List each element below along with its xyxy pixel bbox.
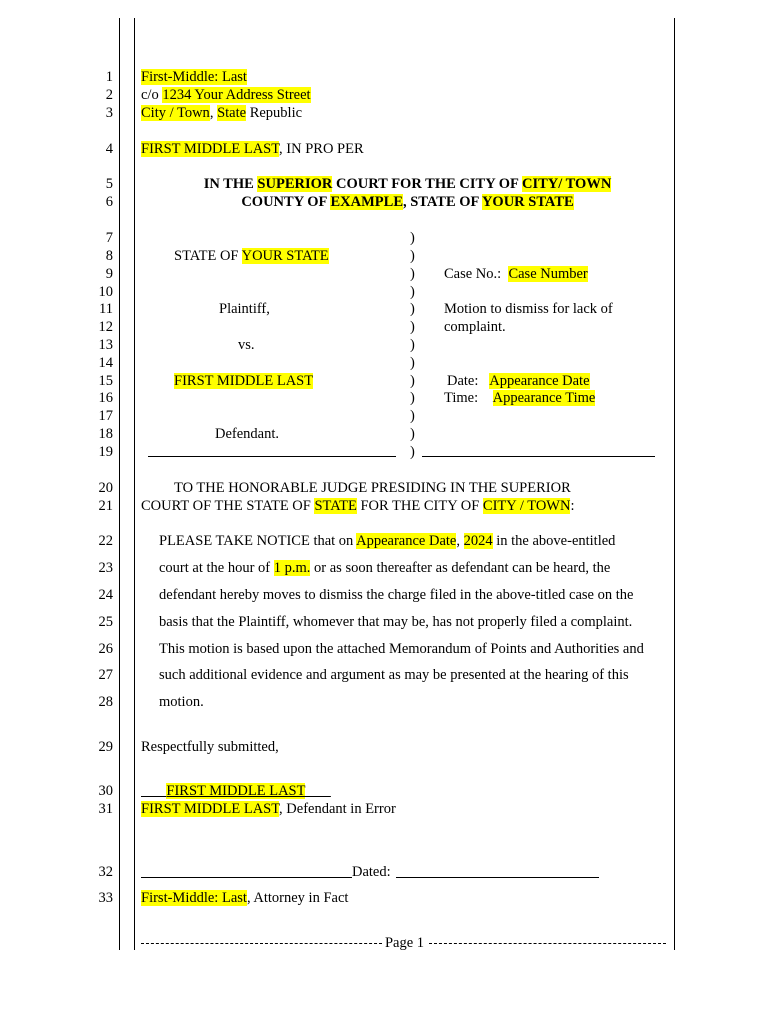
court-superior: SUPERIOR <box>257 176 333 192</box>
line-number: 21 <box>98 498 113 514</box>
body-line-25: basis that the Plaintiff, whomever that may be, has not properly filed a complaint. <box>159 614 633 630</box>
caption-plaintiff-label: Plaintiff, <box>219 301 270 317</box>
line-number: 3 <box>105 105 113 121</box>
footer-dash-left <box>141 943 382 944</box>
court-l1-b: COURT FOR THE CITY OF <box>332 176 522 192</box>
line-number: 32 <box>98 864 113 880</box>
appearance-date: Appearance Date <box>489 373 590 389</box>
appearance-time: Appearance Time <box>492 390 596 406</box>
attorney-suffix: , Attorney in Fact <box>246 890 349 906</box>
court-l1-a: IN THE <box>203 176 258 192</box>
defendant-name: FIRST MIDDLE LAST <box>174 373 314 389</box>
line-number: 13 <box>98 337 113 353</box>
date-label: Date: <box>447 373 483 389</box>
footer-dash-right <box>429 943 666 944</box>
line-number: 17 <box>98 408 113 424</box>
page-number: Page 1 <box>384 935 425 951</box>
caption-paren: ) <box>410 301 415 317</box>
line-number: 18 <box>98 426 113 442</box>
plaintiff-state: YOUR STATE <box>241 248 329 264</box>
signer-suffix: , Defendant in Error <box>279 801 396 817</box>
case-no-label: Case No.: <box>444 266 505 282</box>
plaintiff-prefix: STATE OF <box>174 248 242 264</box>
line-number: 2 <box>105 87 113 103</box>
line-number: 26 <box>98 641 113 657</box>
case-number: Case Number <box>508 266 588 282</box>
body-line-22 <box>159 532 615 550</box>
dated-rule <box>396 877 599 878</box>
caption-paren: ) <box>410 284 415 300</box>
judge-address-line2 <box>141 497 574 515</box>
judge-l2-b: FOR THE CITY OF <box>356 498 483 514</box>
time-label: Time: <box>444 390 482 406</box>
header-name <box>141 68 247 86</box>
caption-defendant <box>174 372 313 390</box>
court-state: YOUR STATE <box>481 194 574 210</box>
caption-paren: ) <box>410 337 415 353</box>
line-number: 6 <box>105 194 113 210</box>
court-title-line1 <box>141 175 674 193</box>
line-number: 27 <box>98 667 113 683</box>
caption-paren: ) <box>410 319 415 335</box>
filer-suffix: , IN PRO PER <box>279 141 364 157</box>
court-title-line2 <box>141 193 674 211</box>
line-number: 24 <box>98 587 113 603</box>
caption-case-no <box>444 265 588 283</box>
line-number: 11 <box>99 301 113 317</box>
address-prefix: c/o <box>141 87 163 103</box>
body-23-a: court at the hour of <box>159 560 274 576</box>
caption-vs: vs. <box>238 337 255 353</box>
caption-rule-right <box>422 456 655 457</box>
body-22-a: PLEASE TAKE NOTICE that on <box>159 533 357 549</box>
body-22-c: in the above-entitled <box>492 533 616 549</box>
header-filer <box>141 140 364 158</box>
court-l2-b: , STATE OF <box>402 194 482 210</box>
line-number: 16 <box>98 390 113 406</box>
caption-plaintiff <box>174 247 329 265</box>
body-line-28: motion. <box>159 694 204 710</box>
body-line-23 <box>159 559 610 577</box>
line-number: 31 <box>98 801 113 817</box>
line-number: 4 <box>105 141 113 157</box>
body-year: 2024 <box>463 533 493 549</box>
line-number: 7 <box>105 230 113 246</box>
line-number: 29 <box>98 739 113 755</box>
caption-paren: ) <box>410 355 415 371</box>
line-number: 15 <box>98 373 113 389</box>
caption-date <box>447 372 590 390</box>
address-text: 1234 Your Address Street <box>162 87 311 103</box>
header-name-text: First-Middle: Last <box>141 69 247 85</box>
judge-address-line1: TO THE HONORABLE JUDGE PRESIDING IN THE SUPERIOR <box>174 480 571 496</box>
line-number: 28 <box>98 694 113 710</box>
caption-paren: ) <box>410 373 415 389</box>
line-number: 1 <box>105 69 113 85</box>
line-number: 23 <box>98 560 113 576</box>
caption-paren: ) <box>410 248 415 264</box>
court-l2-a: COUNTY OF <box>241 194 331 210</box>
header-address <box>141 86 311 104</box>
line-number: 14 <box>98 355 113 371</box>
attorney-signature-rule <box>141 877 352 878</box>
line-number: 19 <box>98 444 113 460</box>
line-number: 25 <box>98 614 113 630</box>
respectfully-submitted: Respectfully submitted, <box>141 739 279 755</box>
caption-motion-line1: Motion to dismiss for lack of <box>444 301 613 317</box>
left-margin-rule-outer <box>119 18 120 950</box>
body-line-27: such additional evidence and argument as may be presented at the hearing of this <box>159 667 629 683</box>
court-city-town: CITY/ TOWN <box>522 176 612 192</box>
line-number: 12 <box>98 319 113 335</box>
line-number: 22 <box>98 533 113 549</box>
caption-time <box>444 389 595 407</box>
caption-defendant-label: Defendant. <box>215 426 280 442</box>
republic-text: Republic <box>246 105 303 121</box>
state-text: State <box>217 105 247 121</box>
signer-name: FIRST MIDDLE LAST <box>141 801 280 817</box>
line-number: 5 <box>105 176 113 192</box>
judge-state: STATE <box>314 498 357 514</box>
caption-paren: ) <box>410 444 415 460</box>
line-number: 20 <box>98 480 113 496</box>
dated-label: Dated: <box>352 864 391 880</box>
signature-name: FIRST MIDDLE LAST <box>166 783 306 799</box>
court-county: EXAMPLE <box>330 194 403 210</box>
judge-l2-a: COURT OF THE STATE OF <box>141 498 315 514</box>
caption-paren: ) <box>410 408 415 424</box>
caption-paren: ) <box>410 390 415 406</box>
signature-line <box>141 782 331 800</box>
filer-name: FIRST MIDDLE LAST <box>141 141 280 157</box>
city-text: City / Town <box>141 105 210 121</box>
caption-paren: ) <box>410 230 415 246</box>
caption-motion-line2: complaint. <box>444 319 506 335</box>
attorney-name: First-Middle: Last <box>141 890 247 906</box>
body-line-24: defendant hereby moves to dismiss the charge filed in the above-titled case on the <box>159 587 634 603</box>
body-line-26: This motion is based upon the attached Memorandum of Points and Authorities and <box>159 641 644 657</box>
body-appearance-date: Appearance Date <box>356 533 457 549</box>
page-footer <box>141 934 666 952</box>
signer-line <box>141 800 396 818</box>
line-number: 33 <box>98 890 113 906</box>
attorney-line <box>141 889 348 907</box>
line-number: 10 <box>98 284 113 300</box>
line-number: 9 <box>105 266 113 282</box>
judge-city: CITY / TOWN <box>482 498 571 514</box>
comma-text: , <box>209 105 218 121</box>
caption-paren: ) <box>410 426 415 442</box>
caption-rule-left <box>148 456 396 457</box>
body-time: 1 p.m. <box>273 560 311 576</box>
caption-paren: ) <box>410 266 415 282</box>
line-number: 30 <box>98 783 113 799</box>
body-23-b: or as soon thereafter as defendant can be heard, the <box>310 560 611 576</box>
header-city-state <box>141 104 302 122</box>
right-margin-rule <box>674 18 675 950</box>
body-22-b: , <box>456 533 464 549</box>
line-number: 8 <box>105 248 113 264</box>
judge-colon: : <box>570 498 575 514</box>
left-margin-rule-inner <box>134 18 135 950</box>
